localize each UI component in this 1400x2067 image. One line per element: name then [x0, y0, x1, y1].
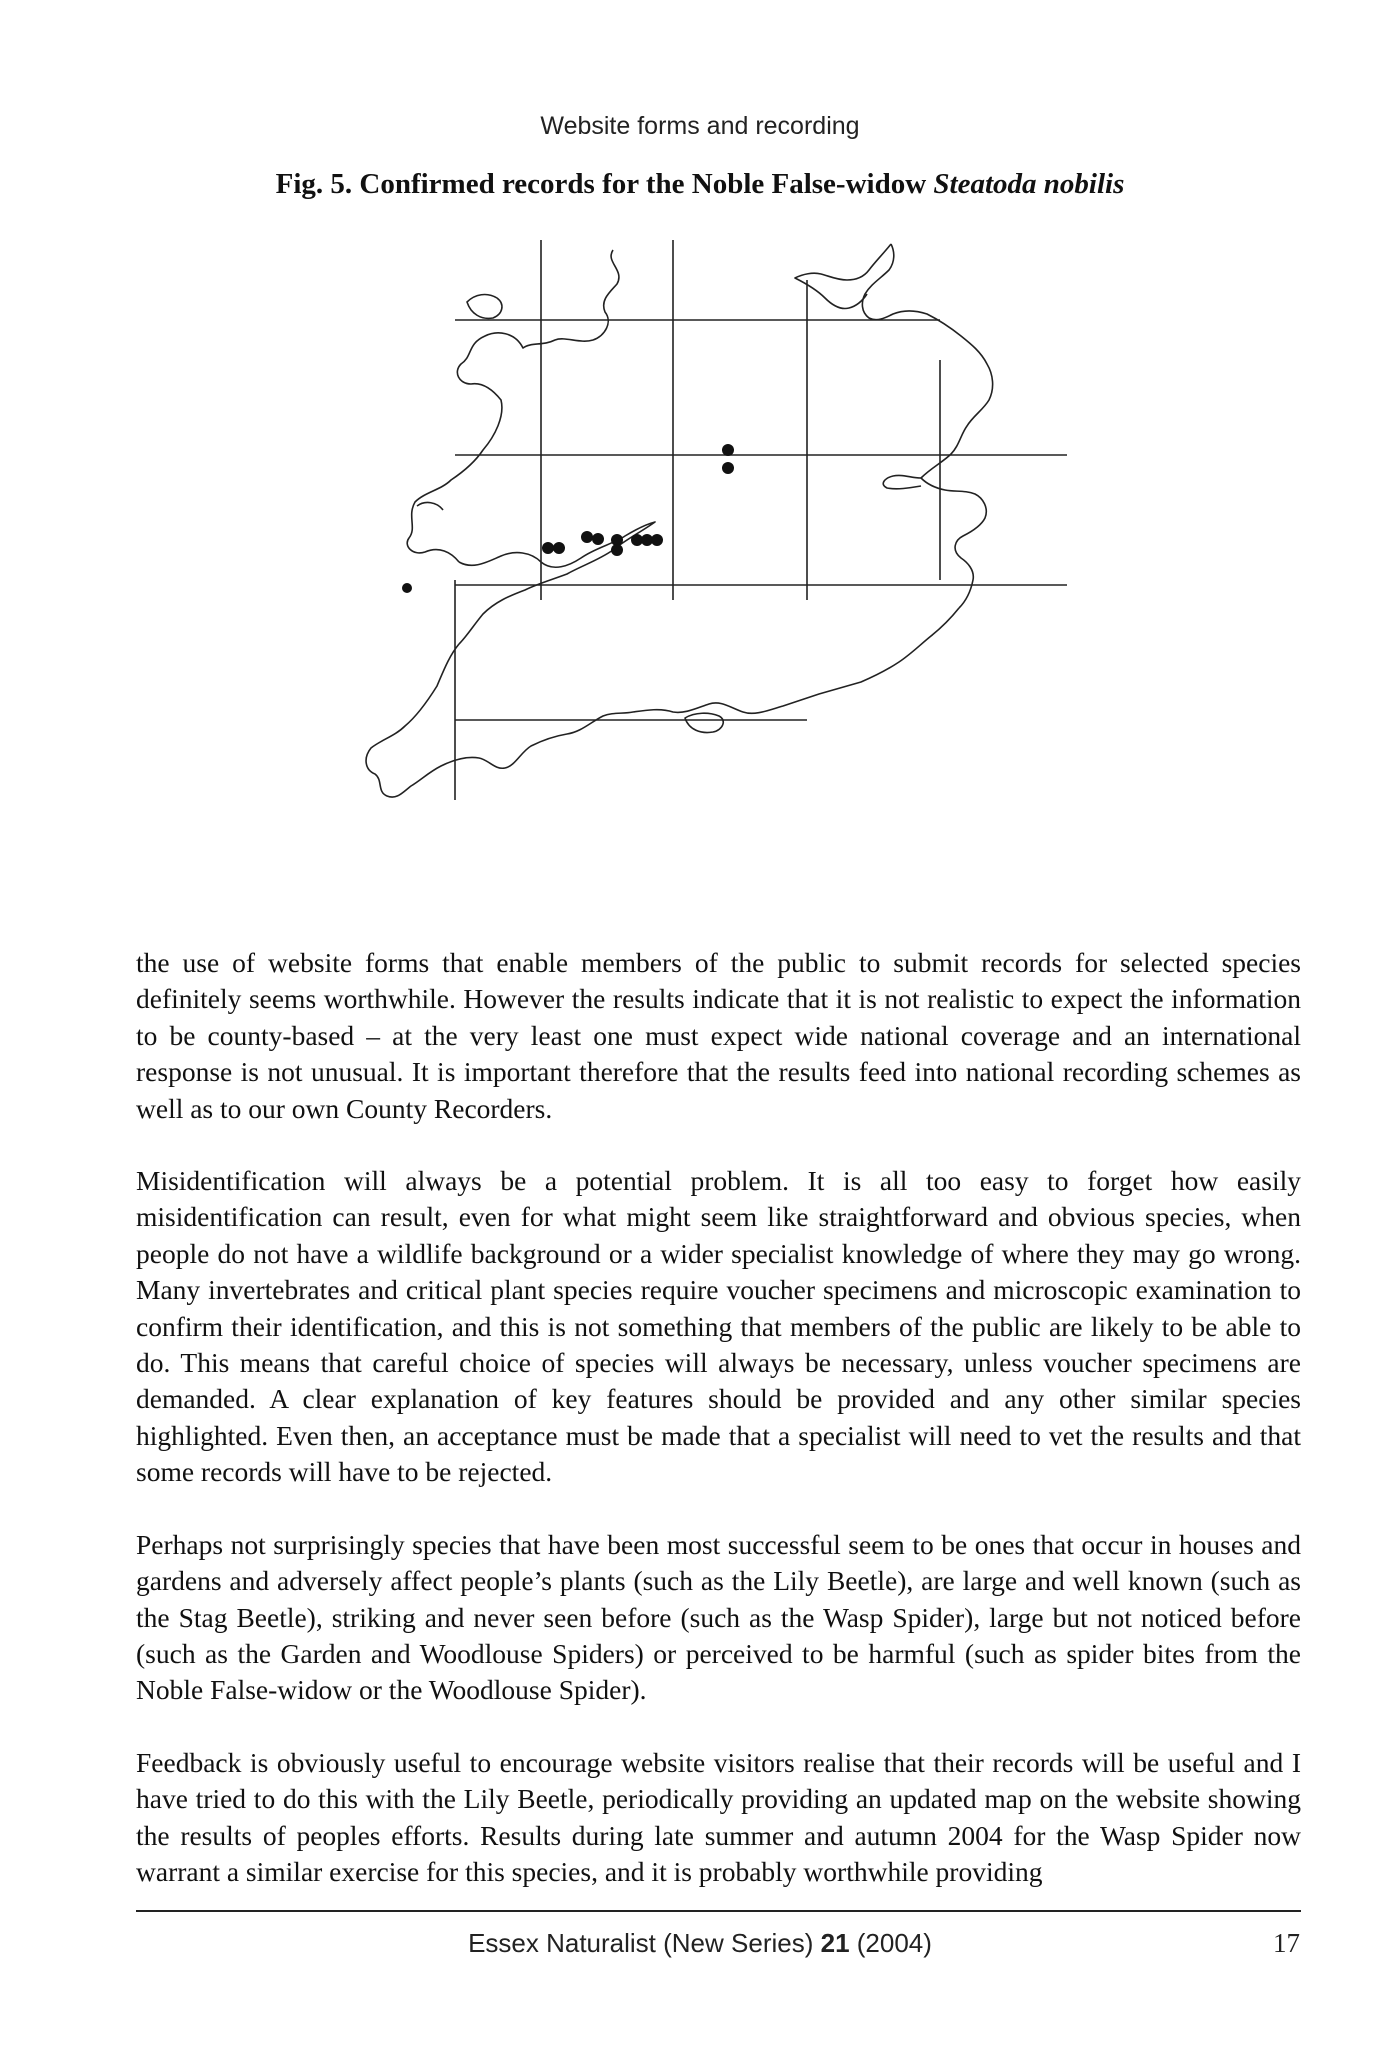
record-point [581, 531, 593, 543]
coastline-north [407, 250, 619, 562]
isle-of-wight [685, 713, 723, 732]
paragraph: Feedback is obviously useful to encourage website visitors realise that their records will be useful and I have tried to do this with the Lily Beetle, periodically providing an updated map on the website showing the results of peoples efforts. Results during late summer and autumn 2004 for the Wasp Spider now warrant a similar exercise for this species, and it is probably worthwhile providing [136, 1746, 1301, 1887]
coastline [366, 244, 993, 797]
record-point [402, 583, 412, 593]
paragraph: the use of website forms that enable members of the public to submit records for selected species definitely seems worthwhile. However the results indicate that it is not realistic to expect the information to be county-based – at the very least one must expect wide national coverage and an international response is not unusual. It is important therefore that the results feed into national recording schemes as well as to our own County Recorders. [136, 947, 1301, 1124]
grid-lines [455, 240, 1067, 800]
figure-caption [0, 168, 1400, 201]
page-number: 17 [1273, 1928, 1300, 1958]
paragraph: Misidentification will always be a potential problem. It is all too easy to forget how easily misidentification can result, even for what might seem like straightforward and obvious species, when people do not have a wildlife background or a wider specialist knowledge of where they may go wrong. Many invertebrates and critical plant species require voucher specimens and microscopic examination to confirm their identification, and this is not something that members of the public are likely to be able to do. This means that careful choice of species will always be necessary, unless voucher specimens are demanded. A clear explanation of key features should be provided and any other similar species highlighted. Even then, an acceptance must be made that a specialist will need to vet the results and that some records will have to be rejected. [136, 1165, 1301, 1488]
thames-estuary [883, 475, 921, 488]
coastline-east [862, 244, 992, 478]
distribution-map [355, 240, 1075, 850]
map-svg [355, 240, 1075, 850]
figure-caption-text: Fig. 5. Confirmed records for the Noble False-widow [275, 168, 934, 200]
record-points [402, 444, 734, 593]
record-point [542, 542, 554, 554]
coastline-southeast [921, 478, 986, 608]
coastline-wash [795, 244, 891, 309]
record-point [651, 534, 663, 546]
footer-rule [136, 1910, 1301, 1912]
footer-journal-name: Essex Naturalist (New Series) [468, 1928, 821, 1958]
running-head: Website forms and recording [540, 112, 860, 140]
record-point [722, 462, 734, 474]
figure-caption-species: Steatoda nobilis [933, 168, 1125, 200]
record-point [553, 542, 565, 554]
footer-year: (2004) [849, 1928, 932, 1958]
footer-volume: 21 [820, 1928, 850, 1958]
footer-journal [0, 1928, 1400, 1959]
gower [417, 503, 443, 510]
paragraph: Perhaps not surprisingly species that have been most successful seem to be ones that occur in houses and gardens and adversely affect people’s plants (such as the Lily Beetle), are large and well known (such as the Stag Beetle), striking and never seen before (such as the Wasp Spider), large but not noticed before (such as the Garden and Woodlouse Spiders) or perceived to be harmful (such as spider bites from the Noble False-widow or the Woodlouse Spider). [136, 1528, 1301, 1706]
anglesey [467, 295, 502, 319]
coastline-severn [459, 522, 655, 644]
record-point [611, 544, 623, 556]
record-point [722, 444, 734, 456]
record-point [592, 533, 604, 545]
body-text [136, 945, 1301, 1926]
